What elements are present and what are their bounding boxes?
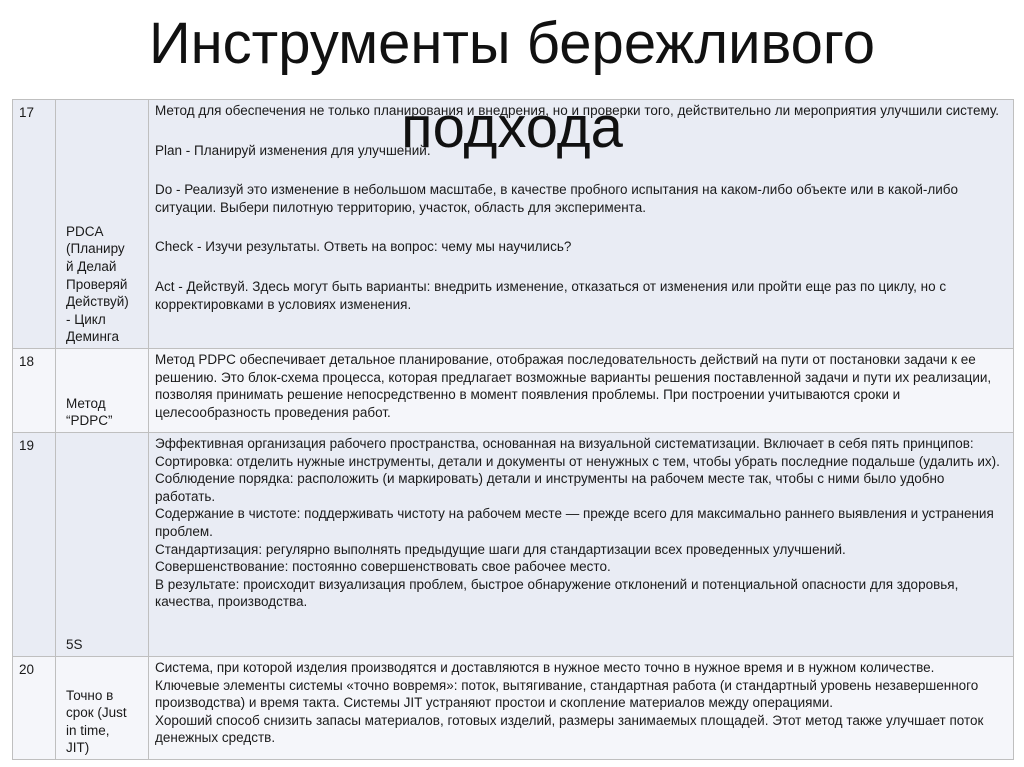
description-paragraph: Хороший способ снизить запасы материалов, готовых изделий, размеры занимаемых площадей. Этот метод также улучшает поток денежных средств.	[155, 712, 984, 746]
tool-description	[149, 433, 1014, 657]
description-paragraph: Check - Изучи результаты. Ответь на вопрос: чему мы научились?	[155, 239, 572, 255]
description-paragraph: В результате: происходит визуализация проблем, быстрое обнаружение отклонений и потенциальной опасности для здоровья, качества, производства.	[155, 576, 959, 610]
description-paragraph: Сортировка: отделить нужные инструменты, детали и документы от ненужных с тем, чтобы убрать последние подальше (удалить их).	[155, 453, 1000, 469]
row-number: 20	[13, 657, 56, 760]
description-paragraph: Содержание в чистоте: поддерживать чистоту на рабочем месте — прежде всего для максимально раннего выявления и устранения проблем.	[155, 506, 994, 539]
table-row	[13, 433, 1014, 657]
tools-table	[12, 99, 1014, 760]
description-paragraph: Совершенствование: постоянно совершенствовать свое рабочее место.	[155, 559, 611, 575]
tool-name-cell	[56, 349, 149, 433]
table-row	[13, 657, 1014, 760]
description-paragraph: Ключевые элементы системы «точно вовремя»: поток, вытягивание, стандартная работа (и стандартный уровень незавершенного производства) и время такта. Системы JIT устраняют простои и скопление материалов между операциями.	[155, 677, 979, 711]
row-number: 18	[13, 349, 56, 433]
tool-name: 5S	[66, 637, 83, 653]
description-paragraph: Do - Реализуй это изменение в небольшом масштабе, в качестве пробного испытания на каком-либо объекте или в какой-либо ситуации. Выбери пилотную территорию, участок, область для эксперимента.	[155, 182, 959, 215]
description-paragraph: Act - Действуй. Здесь могут быть варианты: внедрить изменение, отказаться от изменения или пройти еще раз по циклу, но с корректировками в условиях изменения.	[155, 278, 947, 312]
slide-title	[0, 2, 1024, 170]
description-paragraph: Стандартизация: регулярно выполнять предыдущие шаги для стандартизации всех проведенных улучшений.	[155, 541, 846, 557]
row-number: 17	[13, 100, 56, 349]
description-paragraph: Метод для обеспечения не только планирования и внедрения, но и проверки того, действительно ли мероприятия улучшили систему.	[155, 103, 1000, 118]
description-paragraph: Соблюдение порядка: расположить (и маркировать) детали и инструменты на рабочем месте так, чтобы с ними было удобно работать.	[155, 471, 945, 504]
tool-name-cell	[56, 657, 149, 760]
description-paragraph: Эффективная организация рабочего пространства, основанная на визуальной систематизации. Включает в себя пять принципов:	[155, 436, 974, 451]
description-paragraph: Plan - Планируй изменения для улучшений.	[155, 142, 431, 158]
tool-name: PDCA (Планиру й Делай Проверяй Действуй) - Цикл Деминга	[66, 223, 129, 345]
tool-name: Точно в срок (Just in time, JIT)	[66, 687, 127, 756]
slide-title-line-1: Инструменты бережливого	[148, 11, 876, 76]
row-number: 19	[13, 433, 56, 657]
tool-description	[149, 349, 1014, 433]
tool-name-cell	[56, 433, 149, 657]
tool-description	[149, 657, 1014, 760]
slide-title-line-2: подхода	[401, 95, 623, 160]
tool-name: Метод “PDPC”	[66, 395, 113, 429]
description-paragraph: Метод PDPC обеспечивает детальное планирование, отображая последовательность действий на пути от постановки задачи к ее решению. Это блок-схема процесса, которая предлагает возможные варианты решения поставленной задачи и пути их реализации, позволяя принимать решение непосредственно в момент появления проблемы. При построении учитываются сроки и целесообразность проведения работ.	[155, 352, 992, 420]
description-paragraph: Система, при которой изделия производятся и доставляются в нужное место точно в нужное время и в нужном количестве.	[155, 660, 935, 675]
table-row	[13, 349, 1014, 433]
